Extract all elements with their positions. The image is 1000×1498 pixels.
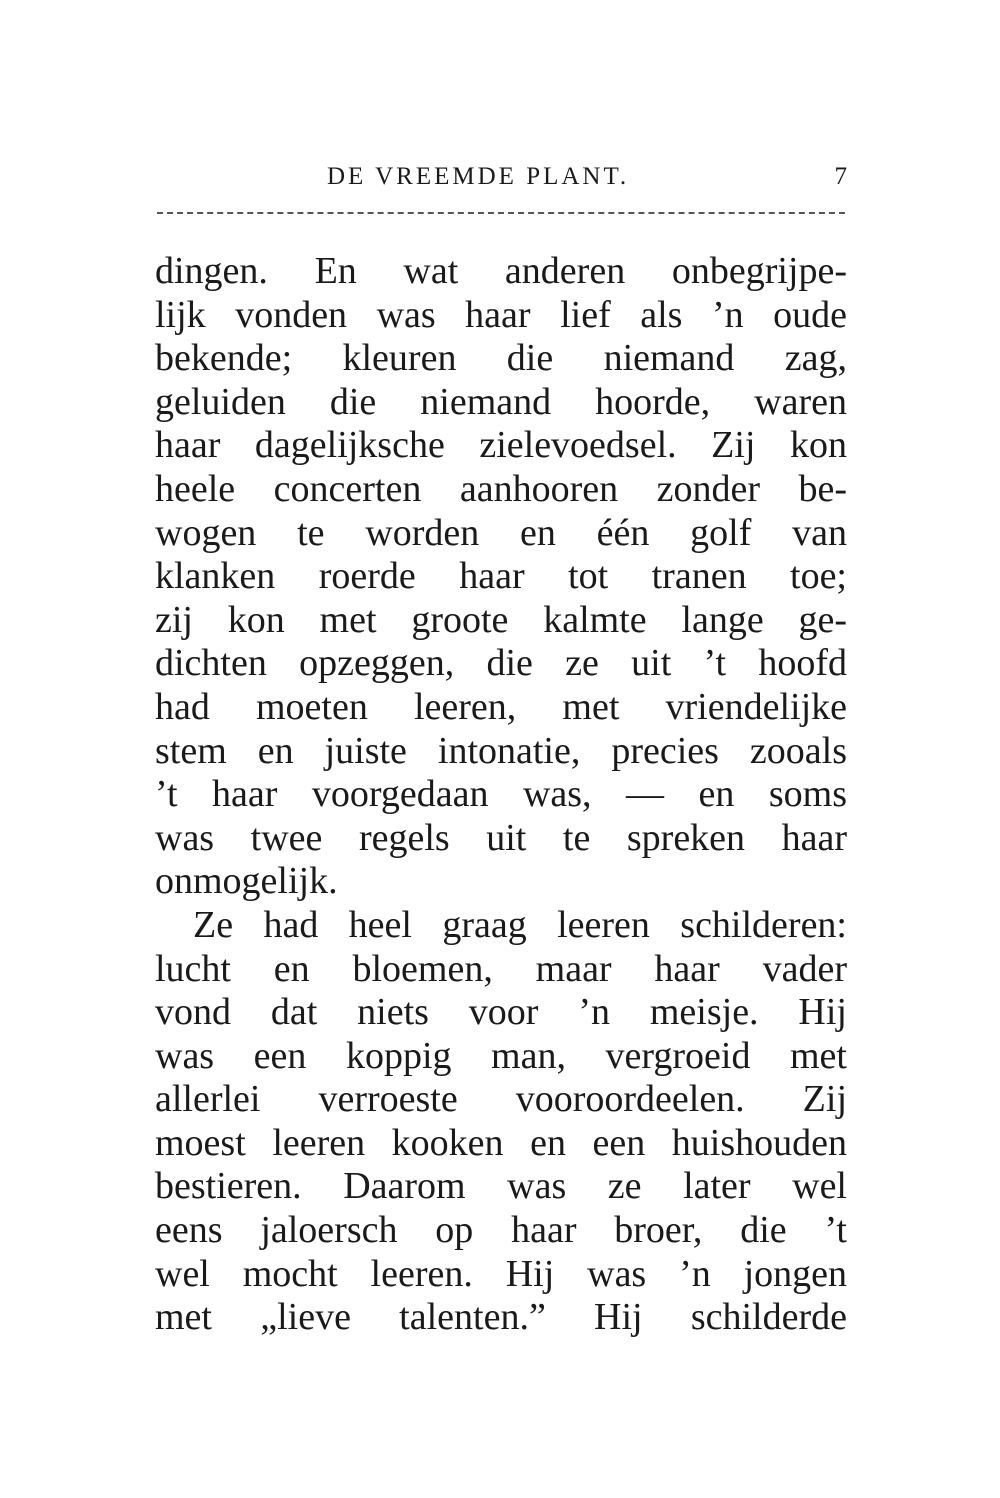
- text-line: stem en juiste intonatie, precies zooals: [155, 729, 847, 772]
- body-text: [155, 250, 847, 1340]
- text-line: wel mocht leeren. Hij was ’n jongen: [155, 1252, 847, 1295]
- text-line: bestieren. Daarom was ze later wel: [155, 1165, 847, 1208]
- text-line: geluiden die niemand hoorde, waren: [155, 380, 847, 423]
- text-line: bekende; kleuren die niemand zag,: [155, 337, 847, 380]
- text-line: allerlei verroeste vooroordeelen. Zij: [155, 1078, 847, 1121]
- text-line-paragraph-start: Ze had heel graag leeren schilderen:: [193, 903, 847, 946]
- text-line: was twee regels uit te spreken haar: [155, 816, 847, 859]
- running-title: DE VREEMDE PLANT.: [327, 163, 630, 190]
- text-line: dichten opzeggen, die ze uit ’t hoofd: [155, 642, 847, 685]
- page-number: 7: [834, 163, 847, 190]
- text-line: eens jaloersch op haar broer, die ’t: [155, 1209, 847, 1252]
- text-line: ’t haar voorgedaan was, — en soms: [155, 773, 847, 816]
- text-line: moest leeren kooken en een huishouden: [155, 1121, 847, 1164]
- text-line: lucht en bloemen, maar haar vader: [155, 947, 847, 990]
- text-line: onmogelijk.: [155, 860, 338, 903]
- running-head: [155, 163, 847, 199]
- text-line: met „lieve talenten.” Hij schilderde: [155, 1296, 847, 1339]
- text-line: vond dat niets voor ’n meisje. Hij: [155, 991, 847, 1034]
- text-line: zij kon met groote kalmte lange ge-: [155, 598, 847, 641]
- text-line: klanken roerde haar tot tranen toe;: [155, 555, 847, 598]
- header-rule: [157, 212, 845, 214]
- text-line: lijk vonden was haar lief als ’n oude: [155, 293, 847, 336]
- text-line: had moeten leeren, met vriendelijke: [155, 685, 847, 728]
- text-line: wogen te worden en één golf van: [155, 511, 847, 554]
- text-line: dingen. En wat anderen onbegrijpe-: [155, 250, 847, 292]
- text-line: heele concerten aanhooren zonder be-: [155, 467, 847, 510]
- text-line: was een koppig man, vergroeid met: [155, 1034, 847, 1077]
- text-line: haar dagelijksche zielevoedsel. Zij kon: [155, 424, 847, 467]
